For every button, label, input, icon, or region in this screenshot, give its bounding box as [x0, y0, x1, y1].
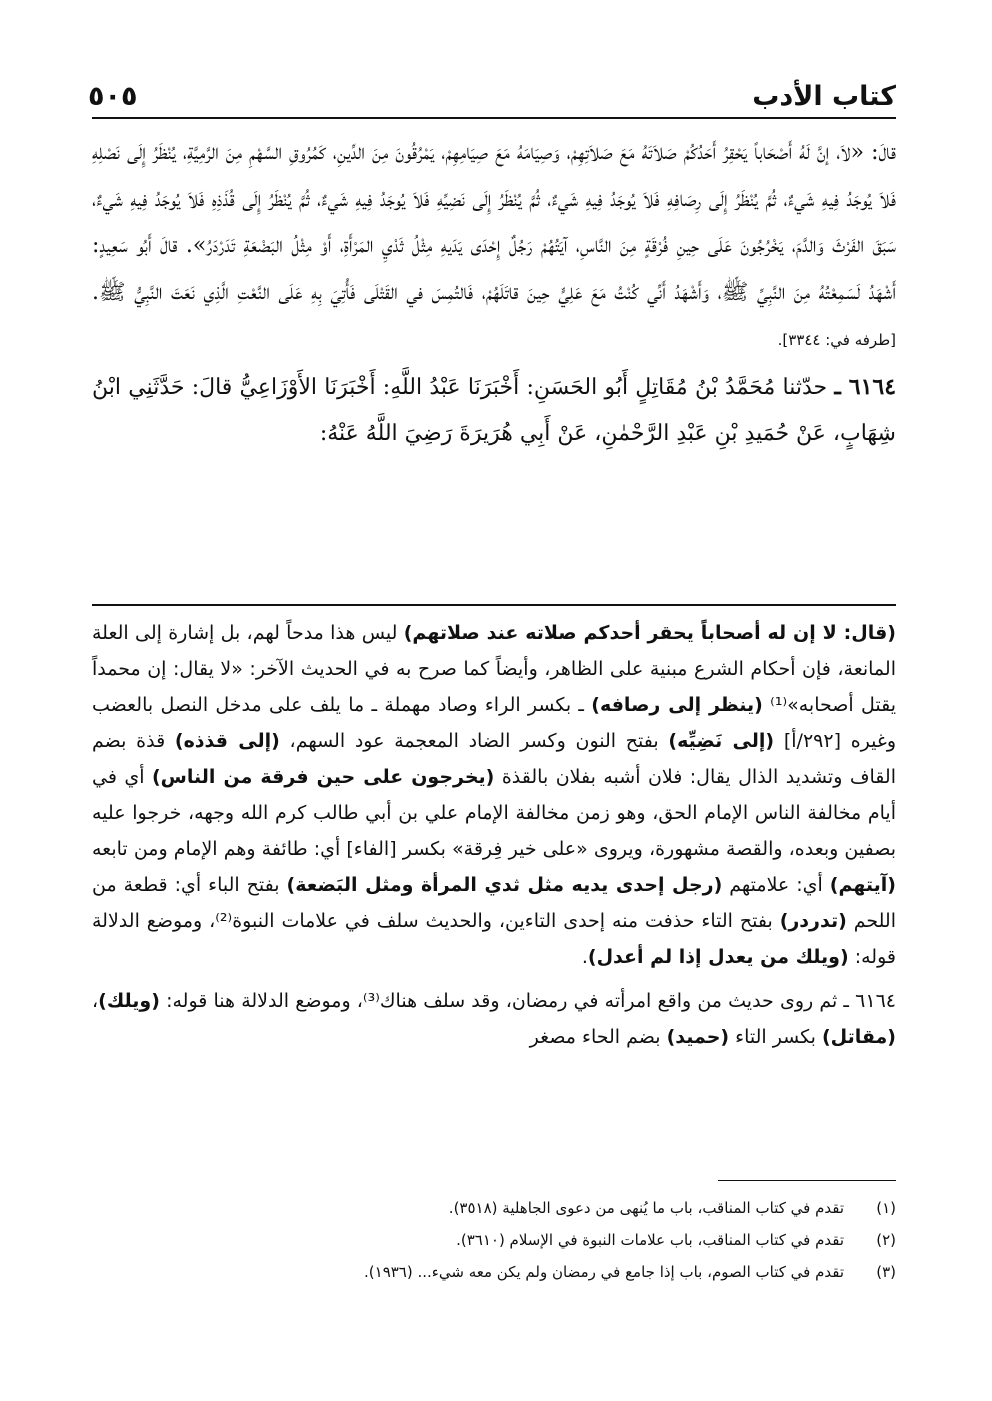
commentary-text: ـ بكسر الراء وصاد مهملة ـ ما يلف على مدخل النصل بالعضب وغيره [٢٩٢/أ] — [92, 694, 896, 752]
footnote-text: تقدم في كتاب المناقب، باب علامات النبوة في الإسلام (٣٦١٠). — [456, 1231, 844, 1249]
quoted-phrase: (تدردر) — [779, 910, 847, 932]
quoted-phrase: (ينظر إلى رصافه) — [591, 694, 763, 716]
commentary-text: ليس هذا مدحاً لهم، بل إشارة إلى العلة المانعة، فإن أحكام الشرع مبنية على الظاهر، وأيضاً كما صرح به في الحديث الآخر: «لا يقال: إن محمداً يقتل أصحابه»⁽¹⁾ — [92, 622, 896, 716]
quoted-phrase: (آيتهم) — [829, 874, 896, 896]
hadith-paragraph — [92, 364, 896, 458]
commentary-divider — [92, 604, 896, 606]
footnote — [92, 1224, 896, 1256]
commentary-text: . — [581, 946, 588, 968]
page-number: ٥٠٥ — [88, 81, 138, 112]
commentary-text: بفتح التاء حذفت منه إحدى التاءين، والحديث سلف في علامات النبوة⁽²⁾، وموضع الدلالة قوله: — [92, 910, 896, 968]
commentary-text: أي في أيام مخالفة الناس الإمام الحق، وهو زمن مخالفة الإمام علي بن أبي طالب كرم الله وجهه، خرجوا عليه بصفين وبعده، والقصة مشهورة، ويروى «على خير فِرقة» بكسر [الفاء] أي: طائفة وهم الإمام ومن تابعه — [92, 766, 896, 860]
footnote-text: تقدم في كتاب الصوم، باب إذا جامع في رمضان ولم يكن معه شيء... (١٩٣٦). — [364, 1263, 844, 1281]
commentary-text: قذة بضم القاف وتشديد الذال يقال: فلان أشبه بفلان بالقذة — [92, 730, 896, 788]
hadith-paragraph — [92, 130, 896, 364]
quoted-phrase: (ويلك) — [98, 990, 160, 1012]
quoted-phrase: (رجل إحدى يديه مثل ثدي المرأة ومثل البَضعة) — [286, 874, 723, 896]
commentary-text: ، — [92, 990, 99, 1012]
commentary-text: بكسر التاء — [729, 1026, 822, 1048]
hadith-chain: حدّثنا مُحَمَّدُ بْنُ مُقَاتِلٍ أَبُو الحَسَنِ: أَخْبَرَنَا عَبْدُ اللَّهِ: أَخْبَرَنَا الأَوْزَاعِيُّ قالَ: حَدَّثَنِي ابْنُ شِهَابٍ، عَنْ حُمَيدِ بْنِ عَبْدِ الرَّحْمٰنِ، عَنْ أَبِي هُرَيرَةَ رَضِيَ اللَّهُ عَنْهُ: — [92, 374, 896, 446]
footnote-number: (١) — [876, 1199, 896, 1217]
footnote-text: تقدم في كتاب المناقب، باب ما يُنهى من دعوى الجاهلية (٣٥١٨). — [448, 1199, 844, 1217]
page-header — [88, 66, 896, 112]
quoted-phrase: (مقاتل) — [821, 1026, 896, 1048]
commentary-text: ٦١٦٤ ـ ثم روى حديث من واقع امرأته في رمضان، وقد سلف هناك⁽³⁾، وموضع الدلالة هنا قوله: — [159, 990, 896, 1012]
commentary-text: بفتح النون وكسر الضاد المعجمة عود السهم، — [279, 730, 669, 752]
quoted-phrase: (ويلك من يعدل إذا لم أعدل) — [587, 946, 849, 968]
hadith-body: قالَ: «لاَ، إنَّ لَهُ أَصْحَاباً يَحْقِرُ أَحَدُكُمْ صَلاَتَهُ مَعَ صَلاَتِهِمْ، وَصِيَامَهُ مَعَ صِيَامِهِمْ، يَمْرُقُونَ مِنَ الدِّينِ، كَمُرُوقِ السَّهْمِ مِنَ الرَّمِيَّةِ، يُنْظَرُ إِلَى نَصْلِهِ فَلاَ يُوجَدُ فِيهِ شَيءٌ، ثُمَّ يُنْظَرُ إِلَى رِصَافِهِ فَلاَ يُوجَدُ فِيهِ شَيءٌ، ثُمَّ يُنْظَرُ إِلَى نَضِيِّهِ فَلاَ يُوجَدُ فِيهِ شَيءٌ، ثُمَّ يُنْظَرُ إِلَى قُذَذِهِ فَلاَ يُوجَدُ فِيهِ شَيءٌ، سَبَقَ الفَرْثَ وَالدَّمَ، يَخْرُجُونَ عَلَى حِينِ فُرْقَةٍ مِنَ النَّاسِ، آيَتُهُمْ رَجُلٌ إِحْدَى يَدَيهِ مِثْلُ ثَدْيِ المَرْأَةِ، أَوْ مِثْلُ البَضْعَةِ تَدَرْدَرُ». قالَ أَبُو سَعِيدٍ: أَشْهَدُ لَسَمِعْتُهُ مِنَ النَّبِيِّ ﷺ، وَأَشْهَدُ أَنِّي كُنْتُ مَعَ عَلِيٍّ حِينَ قاتَلَهُمْ، فَالتُمِسَ في القَتْلَى فَأُتِيَ بِهِ عَلَى النَّعْتِ الَّذِي نَعَتَ النَّبِيُّ ﷺ. — [92, 140, 896, 305]
commentary-text: بضم الحاء مصغر — [529, 1026, 667, 1048]
commentary-paragraph — [92, 983, 896, 1055]
commentary-text: أي: علامتهم — [722, 874, 830, 896]
footnote-divider — [718, 1180, 896, 1181]
footnote — [92, 1192, 896, 1224]
quoted-phrase: (إلى قذذه) — [174, 730, 280, 752]
quoted-phrase: (يخرجون على حين فرقة من الناس) — [152, 766, 495, 788]
footnote-number: (٣) — [876, 1263, 896, 1281]
quoted-phrase: (إلى نَضِيِّه) — [668, 730, 775, 752]
commentary — [92, 615, 896, 1055]
footnote-number: (٢) — [876, 1231, 896, 1249]
commentary-paragraph — [92, 615, 896, 975]
cross-reference: [طرفه في: ٣٣٤٤]. — [777, 331, 896, 349]
hadith-number: ٦١٦٤ ـ — [834, 373, 897, 400]
commentary-text: بفتح الباء أي: قطعة من اللحم — [92, 874, 896, 932]
quoted-phrase: (قال: لا إن له أصحاباً يحقر أحدكم صلاته عند صلاتهم) — [403, 622, 896, 644]
footnotes — [92, 1192, 896, 1288]
quoted-phrase: (حميد) — [666, 1026, 730, 1048]
header-divider — [92, 117, 896, 119]
chapter-title: كتاب الأدب — [752, 81, 896, 112]
footnote — [92, 1256, 896, 1288]
hadith-text — [92, 130, 896, 458]
